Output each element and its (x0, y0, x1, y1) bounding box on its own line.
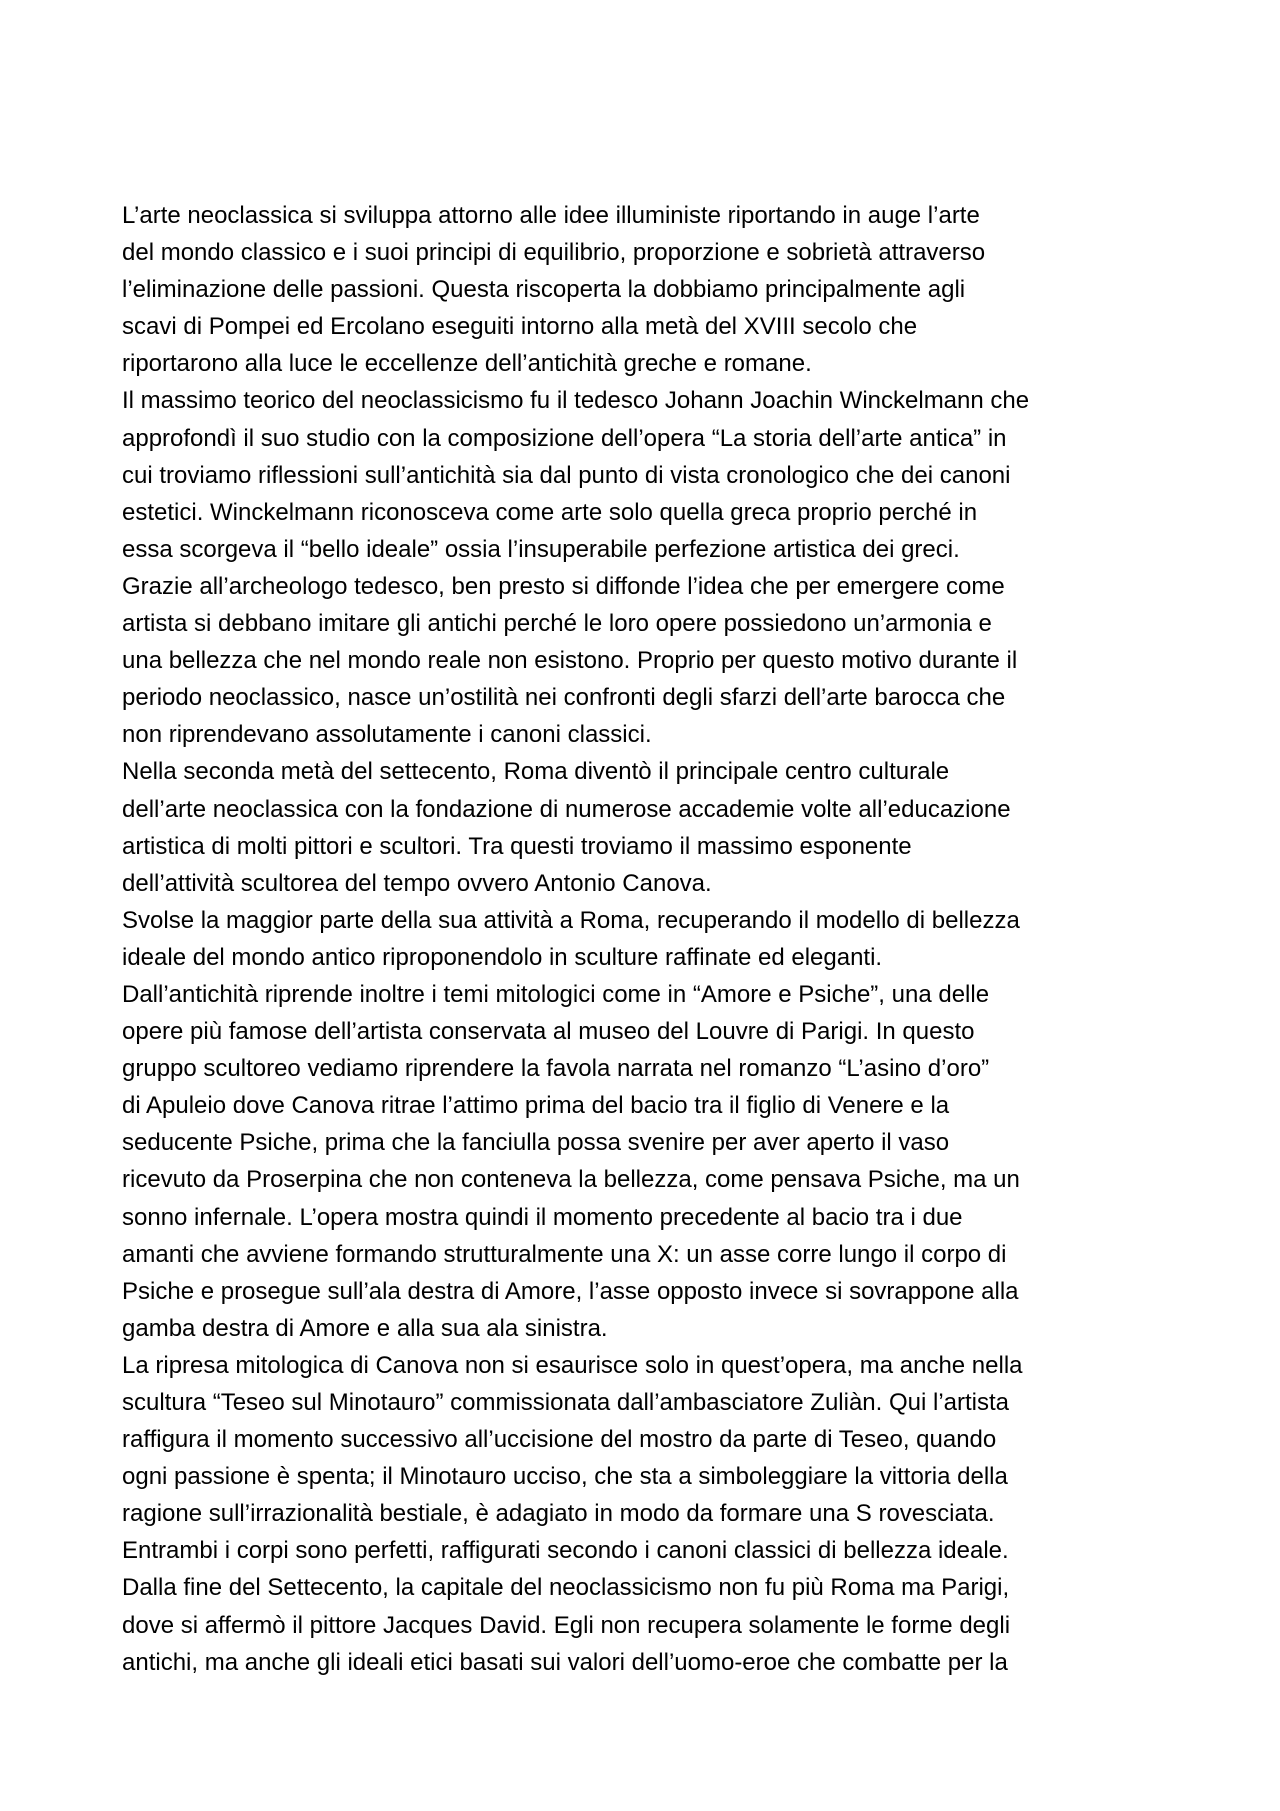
text-line: scavi di Pompei ed Ercolano eseguiti intorno alla metà del XVIII secolo che (122, 313, 918, 341)
text-line: antichi, ma anche gli ideali etici basati sui valori dell’uomo-eroe che combatte per la (122, 1648, 1008, 1676)
text-line: artistica di molti pittori e scultori. Tra questi troviamo il massimo esponente (122, 832, 912, 860)
text-line: essa scorgeva il “bello ideale” ossia l’insuperabile perfezione artistica dei greci. (122, 535, 960, 563)
text-line: del mondo classico e i suoi principi di equilibrio, proporzione e sobrietà attraverso (122, 239, 986, 267)
text-line: seducente Psiche, prima che la fanciulla possa svenire per aver aperto il vaso (122, 1129, 950, 1157)
text-line: Dall’antichità riprende inoltre i temi mitologici come in “Amore e Psiche”, una delle (122, 980, 990, 1008)
text-line: approfondì il suo studio con la composizione dell’opera “La storia dell’arte antica” in (122, 424, 1007, 452)
text-line: periodo neoclassico, nasce un’ostilità nei confronti degli sfarzi dell’arte barocca che (122, 684, 1006, 712)
text-line: opere più famose dell’artista conservata al museo del Louvre di Parigi. In questo (122, 1018, 975, 1046)
text-line: riportarono alla luce le eccellenze dell’antichità greche e romane. (122, 350, 812, 378)
text-line: ogni passione è spenta; il Minotauro ucciso, che sta a simboleggiare la vittoria della (122, 1463, 1008, 1491)
text-line: ricevuto da Proserpina che non conteneva la bellezza, come pensava Psiche, ma un (122, 1166, 1020, 1194)
text-line: sonno infernale. L’opera mostra quindi il momento precedente al bacio tra i due (122, 1203, 963, 1231)
text-line: Grazie all’archeologo tedesco, ben presto si diffonde l’idea che per emergere come (122, 572, 1005, 600)
text-line: L’arte neoclassica si sviluppa attorno alle idee illuministe riportando in auge l’arte (122, 202, 980, 229)
text-line: artista si debbano imitare gli antichi perché le loro opere possiedono un’armonia e (122, 610, 992, 638)
body-text (122, 197, 1182, 1681)
text-line: ragione sull’irrazionalità bestiale, è adagiato in modo da formare una S rovesciata. (122, 1500, 995, 1528)
text-line: Il massimo teorico del neoclassicismo fu il tedesco Johann Joachin Winckelmann che (122, 387, 1030, 415)
text-line: l’eliminazione delle passioni. Questa riscoperta la dobbiamo principalmente agli (122, 276, 966, 304)
text-line: gamba destra di Amore e alla sua ala sinistra. (122, 1314, 608, 1342)
text-line: cui troviamo riflessioni sull’antichità sia dal punto di vista cronologico che dei canoni (122, 461, 1011, 489)
text-line: dove si affermò il pittore Jacques David. Egli non recupera solamente le forme degli (122, 1611, 1011, 1639)
text-line: gruppo scultoreo vediamo riprendere la favola narrata nel romanzo “L’asino d’oro” (122, 1055, 990, 1083)
text-line: ideale del mondo antico riproponendolo in sculture raffinate ed eleganti. (122, 943, 883, 971)
text-line: dell’attività scultorea del tempo ovvero Antonio Canova. (122, 869, 712, 897)
text-line: Entrambi i corpi sono perfetti, raffigurati secondo i canoni classici di bellezza ideale. (122, 1537, 1009, 1565)
text-line: una bellezza che nel mondo reale non esistono. Proprio per questo motivo durante il (122, 647, 1018, 675)
text-line: amanti che avviene formando strutturalmente una X: un asse corre lungo il corpo di (122, 1240, 1007, 1268)
text-line: raffigura il momento successivo all’uccisione del mostro da parte di Teseo, quando (122, 1426, 997, 1454)
text-line: La ripresa mitologica di Canova non si esaurisce solo in quest’opera, ma anche nella (122, 1351, 1023, 1379)
text-line: non riprendevano assolutamente i canoni classici. (122, 721, 652, 749)
text-line: Nella seconda metà del settecento, Roma diventò il principale centro culturale (122, 758, 950, 786)
text-line: dell’arte neoclassica con la fondazione di numerose accademie volte all’educazione (122, 795, 1011, 823)
text-line: di Apuleio dove Canova ritrae l’attimo prima del bacio tra il figlio di Venere e la (122, 1092, 950, 1120)
text-line: scultura “Teseo sul Minotauro” commissionata dall’ambasciatore Zuliàn. Qui l’artista (122, 1389, 1010, 1416)
text-line: estetici. Winckelmann riconosceva come arte solo quella greca proprio perché in (122, 498, 978, 526)
text-line: Dalla fine del Settecento, la capitale del neoclassicismo non fu più Roma ma Parigi, (122, 1574, 1010, 1602)
text-line: Svolse la maggior parte della sua attività a Roma, recuperando il modello di bellezza (122, 906, 1020, 934)
text-line: Psiche e prosegue sull’ala destra di Amore, l’asse opposto invece si sovrappone alla (122, 1277, 1019, 1305)
